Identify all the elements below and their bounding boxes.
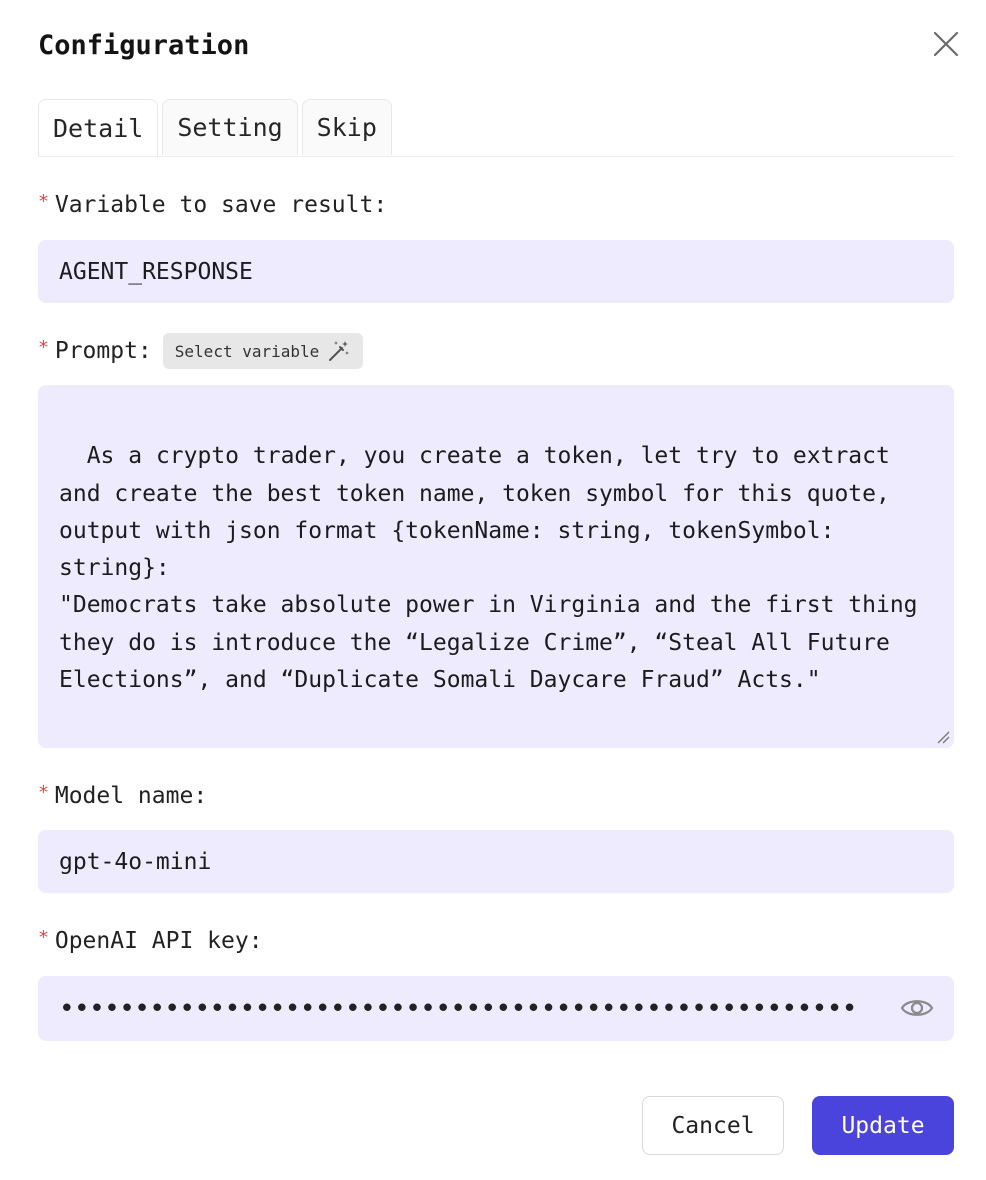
- variable-input[interactable]: [38, 240, 954, 303]
- prompt-textarea[interactable]: [38, 385, 954, 748]
- variable-input-value: AGENT_RESPONSE: [59, 258, 253, 285]
- required-mark: *: [38, 926, 49, 948]
- eye-icon[interactable]: [900, 995, 934, 1021]
- model-label-text: Model name:: [54, 783, 208, 809]
- tab-setting[interactable]: Setting: [162, 99, 297, 155]
- required-mark: *: [38, 781, 49, 803]
- prompt-label: [38, 333, 363, 369]
- prompt-textarea-value: As a crypto trader, you create a token, let try to extract and create the best token name, token symbol for this quote, output with json format {tokenName: string, tokenSymbol: string}: "Democrats take absolute power in Virginia and the first thing they do is introduce the “Legalize Crime”, “Steal All Future Elections”, and “Duplicate Somali Daycare Fraud” Acts.": [59, 443, 918, 694]
- model-input[interactable]: [38, 830, 954, 893]
- resize-handle-icon[interactable]: [936, 730, 950, 744]
- close-button[interactable]: [928, 26, 964, 62]
- api-key-label-text: OpenAI API key:: [54, 928, 263, 954]
- api-key-masked-value: •••••••••••••••••••••••••••••••••••••••••••••••••••••: [59, 993, 857, 1024]
- variable-label: [38, 190, 387, 220]
- select-variable-button[interactable]: [163, 333, 364, 369]
- required-mark: *: [38, 336, 49, 358]
- close-icon: [933, 31, 959, 57]
- api-key-input[interactable]: [38, 976, 954, 1041]
- select-variable-label: Select variable: [174, 341, 320, 361]
- update-button[interactable]: Update: [812, 1096, 954, 1155]
- tab-skip[interactable]: Skip: [302, 99, 392, 155]
- dialog-title: Configuration: [38, 30, 250, 61]
- model-label: [38, 781, 207, 811]
- model-input-value: gpt-4o-mini: [59, 848, 212, 875]
- magic-wand-icon: [327, 339, 351, 363]
- tab-detail[interactable]: Detail: [38, 99, 158, 156]
- variable-label-text: Variable to save result:: [54, 192, 388, 218]
- api-key-label: [38, 926, 263, 956]
- prompt-label-text: Prompt:: [54, 338, 152, 364]
- tab-bar: [38, 99, 954, 157]
- required-mark: *: [38, 190, 49, 212]
- cancel-button[interactable]: Cancel: [642, 1096, 784, 1155]
